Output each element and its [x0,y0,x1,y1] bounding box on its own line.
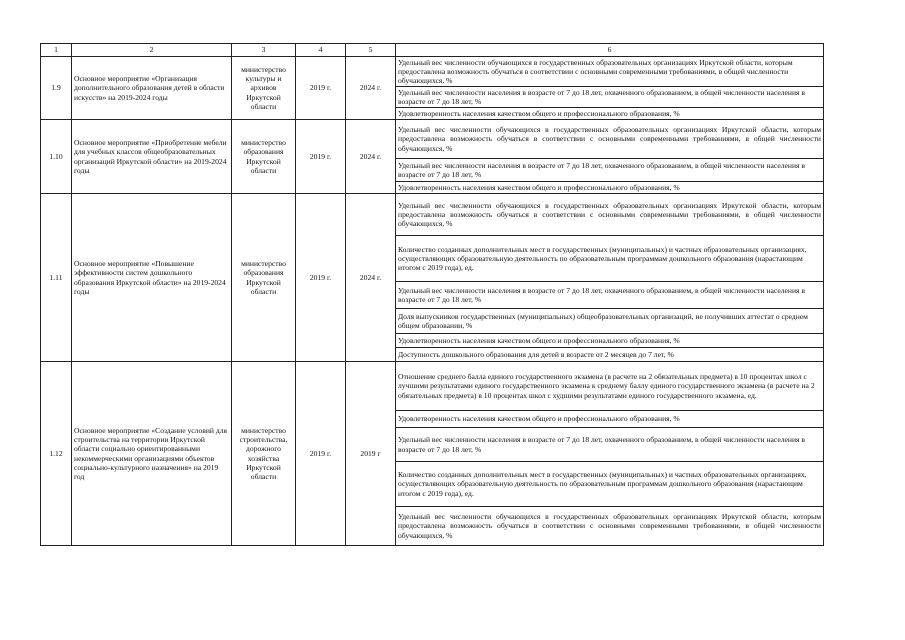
header-col-2: 2 [72,44,232,57]
indicator: Удовлетворенность населения качеством общего и профессионального образования, % [396,334,824,348]
row-number: 1.9 [41,57,72,120]
indicator: Удельный вес численности населения в возрасте от 7 до 18 лет, охваченного образованием, в общей численности населения в возрасте от 7 до 18 лет, % [396,282,824,309]
indicator: Удовлетворенность населения качеством общего и профессионального образования, % [396,108,824,120]
indicator: Удовлетворенность населения качеством общего и профессионального образования, % [396,411,824,428]
executor: министерство образования Иркутской области [232,194,296,362]
start-year: 2019 г. [296,362,346,546]
header-col-1: 1 [41,44,72,57]
indicator: Доля выпускников государственных (муниципальных) общеобразовательных организаций, не получивших аттестат о среднем общем образовании, % [396,309,824,334]
end-year: 2024 г. [346,57,396,120]
indicator: Удельный вес численности населения в возрасте от 7 до 18 лет, охваченного образованием, в общей численности населения в возрасте от 7 до 18 лет, % [396,159,824,182]
header-col-6: 6 [396,44,824,57]
event-name: Основное мероприятие «Создание условий для строительства на территории Иркутской области социально ориентированными некоммерческими организациями объектов социально-культурного назначения» на 2019 год [72,362,232,546]
header-row [41,44,824,57]
indicator: Количество созданных дополнительных мест в государственных (муниципальных) и частных образовательных организациях, осуществляющих образовательную деятельность по образовательным программам дошкольного образования (нарастающим итогом с 2019 года), ед. [396,236,824,282]
table-row [41,120,824,159]
start-year: 2019 г. [296,194,346,362]
end-year: 2024 г. [346,194,396,362]
header-col-4: 4 [296,44,346,57]
indicator: Удельный вес численности населения в возрасте от 7 до 18 лет, охваченного образованием, в общей численности населения в возрасте от 7 до 18 лет, % [396,87,824,108]
indicator: Удельный вес численности обучающихся в государственных образовательных организациях Иркутской области, которым предоставлена возможность обучаться в соответствии с основными современными требованиями, в общей численности обучающихся, % [396,57,824,87]
start-year: 2019 г. [296,57,346,120]
table-row [41,57,824,87]
program-table [40,43,824,546]
executor: министерство строительства, дорожного хозяйства Иркутской области [232,362,296,546]
executor: министерство образования Иркутской области [232,120,296,194]
indicator: Удовлетворенность населения качеством общего и профессионального образования, % [396,182,824,194]
start-year: 2019 г. [296,120,346,194]
event-name: Основное мероприятие «Повышение эффективности систем дошкольного образования Иркутской области» на 2019-2024 годы [72,194,232,362]
indicator: Удельный вес численности обучающихся в государственных образовательных организациях Иркутской области, которым предоставлена возможность обучаться в соответствии с основными современными требованиями, в общей численности обучающихся, % [396,120,824,159]
header-col-5: 5 [346,44,396,57]
indicator: Доступность дошкольного образования для детей в возрасте от 2 месяцев до 7 лет, % [396,348,824,362]
event-name: Основное мероприятие «Организация дополнительного образования детей в области искусств» на 2019-2024 годы [72,57,232,120]
indicator: Отношение среднего балла единого государственного экзамена (в расчете на 2 обязательных предмета) в 10 процентах школ с лучшими результатами единого государственного экзамена к среднему баллу единого государственного экзамена (в расчете на 2 обязательных предмета) в 10 процентах школ с худшими результатами единого государственного экзамена, ед. [396,362,824,411]
row-number: 1.10 [41,120,72,194]
executor: министерство культуры и архивов Иркутской области [232,57,296,120]
indicator: Количество созданных дополнительных мест в государственных (муниципальных) и частных образовательных организациях, осуществляющих образовательную деятельность по образовательным программам дошкольного образования (нарастающим итогом с 2019 года), ед. [396,462,824,507]
header-col-3: 3 [232,44,296,57]
indicator: Удельный вес численности населения в возрасте от 7 до 18 лет, охваченного образованием, в общей численности населения в возрасте от 7 до 18 лет, % [396,428,824,462]
indicator: Удельный вес численности обучающихся в государственных образовательных организациях Иркутской области, которым предоставлена возможность обучаться в соответствии с основными современными требованиями, в общей численности обучающихся, % [396,507,824,546]
table-row [41,362,824,411]
end-year: 2019 г [346,362,396,546]
end-year: 2024 г. [346,120,396,194]
indicator: Удельный вес численности обучающихся в государственных образовательных организациях Иркутской области, которым предоставлена возможность обучаться в соответствии с основными современными требованиями, в общей численности обучающихся, % [396,194,824,236]
row-number: 1.11 [41,194,72,362]
row-number: 1.12 [41,362,72,546]
event-name: Основное мероприятие «Приобретение мебели для учебных классов общеобразовательных организаций Иркутской области» на 2019-2024 годы [72,120,232,194]
table-row [41,194,824,236]
